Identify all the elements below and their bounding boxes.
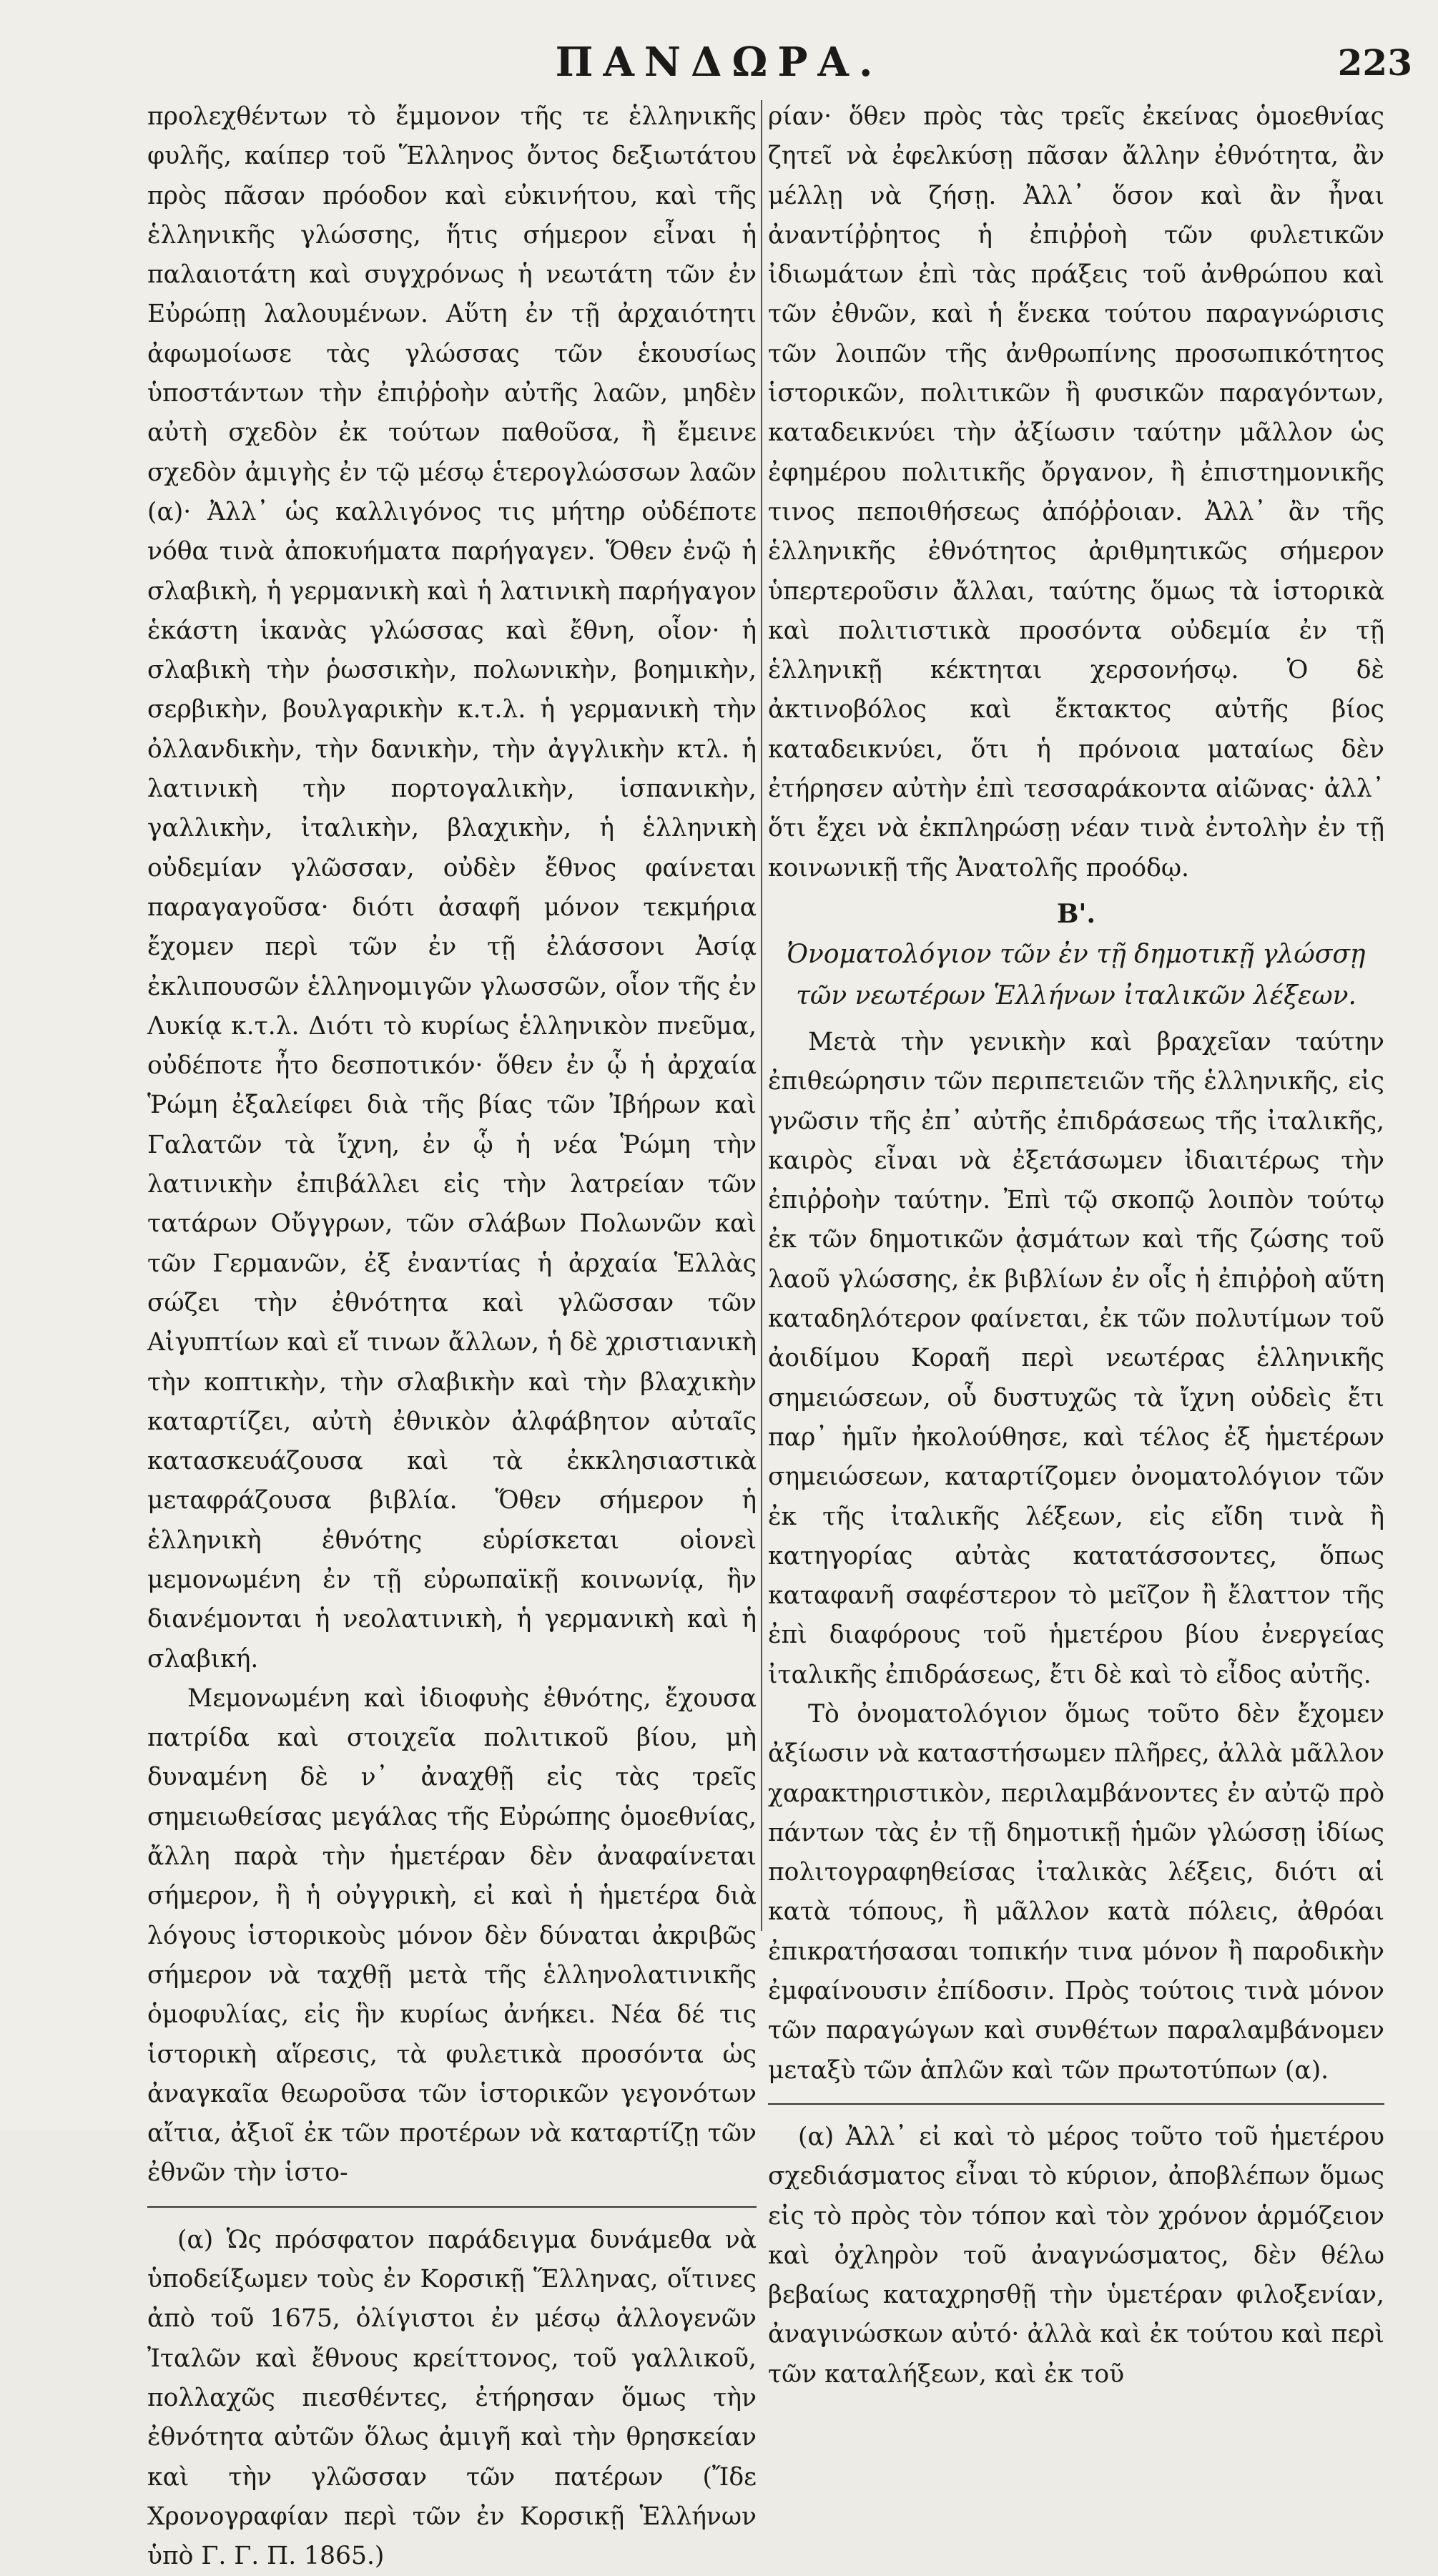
right-paragraph-1: ρίαν· ὅθεν πρὸς τὰς τρεῖς ἐκείνας ὁμοεθνίας ζητεῖ νὰ ἐφελκύσῃ πᾶσαν ἄλλην ἐθνότητα, ἂν μέλλῃ νὰ ζήσῃ. Ἀλλ᾽ ὅσον καὶ ἂν ἦναι ἀναντίῤῥητος ἡ ἐπιῤῥοὴ τῶν φυλετικῶν ἰδιωμάτων ἐπὶ τὰς πράξεις τοῦ ἀνθρώπου καὶ τῶν ἐθνῶν, καὶ ἡ ἕνεκα τούτου παραγνώρισις τῶν λοιπῶν τῆς ἀνθρωπίνης προσωπικότητος ἱστορικῶν, πολιτικῶν ἢ φυσικῶν παραγόντων, καταδεικνύει τὴν ἀξίωσιν ταύτην μᾶλλον ὡς ἐφημέρου πολιτικῆς ὄργανον, ἢ ἐπιστημονικῆς τινος πεποιθήσεως ἀπόῤῥοιαν. Ἀλλ᾽ ἂν τῆς ἑλληνικῆς ἐθνότητος ἀριθμητικῶς σήμερον ὑπερτεροῦσιν ἄλλαι, ταύτης ὅμως τὰ ἱστορικὰ καὶ πολιτιστικὰ προσόντα οὐδεμία ἐν τῇ ἑλληνικῇ κέκτηται χερσονήσῳ. Ὁ δὲ ἀκτινοβόλος καὶ ἔκτακτος αὐτῆς βίος καταδεικνύει, ὅτι ἡ πρόνοια ματαίως δὲν ἐτήρησεν αὐτὴν ἐπὶ τεσσαράκοντα αἰῶνας· ἀλλ᾽ ὅτι ἔχει νὰ ἐκπληρώσῃ νέαν τινὰ ἐντολὴν ἐν τῇ κοινωνικῇ τῆς Ἀνατολῆς προόδῳ. xyxy=(768,102,1384,883)
footnote-rule xyxy=(147,2206,757,2208)
section-letter: Β'. xyxy=(1057,898,1095,929)
section-title: Ὀνοματολόγιον τῶν ἐν τῇ δημοτικῇ γλώσσῃ τῶν νεωτέρων Ἑλλήνων ἰταλικῶν λέξεων. xyxy=(787,939,1366,1011)
left-footnote: (α) Ὡς πρόσφατον παράδειγμα δυνάμεθα νὰ ὑποδείξωμεν τοὺς ἐν Κορσικῇ Ἕλληνας, οἵτινες ἀπὸ τοῦ 1675, ὀλίγιστοι ἐν μέσῳ ἀλλογενῶν Ἰταλῶν καὶ ἔθνους κρείττονος, τοῦ γαλλικοῦ, πολλαχῶς πιεσθέντες, ἐτήρησαν ὅμως τὴν ἐθνότητα αὐτῶν ὅλως ἀμιγῆ καὶ τὴν θρησκείαν καὶ τὴν γλῶσσαν τῶν πατέρων (Ἴδε Χρονογραφίαν περὶ τῶν ἐν Κορσικῇ Ἑλλήνων ὑπὸ Γ. Γ. Π. 1865.) xyxy=(147,2225,757,2571)
left-column xyxy=(147,97,757,2576)
right-paragraph-2: Μετὰ τὴν γενικὴν καὶ βραχεῖαν ταύτην ἐπιθεώρησιν τῶν περιπετειῶν τῆς ἑλληνικῆς, εἰς γνῶσιν τῆς ἐπ᾽ αὐτῆς ἐπιδράσεως τῆς ἰταλικῆς, καιρὸς εἶναι νὰ ἐξετάσωμεν ἰδιαιτέρως τὴν ἐπιῤῥοὴν ταύτην. Ἐπὶ τῷ σκοπῷ λοιπὸν τούτῳ ἐκ τῶν δημοτικῶν ᾀσμάτων καὶ τῆς ζώσης τοῦ λαοῦ γλώσσης, ἐκ βιβλίων ἐν οἷς ἡ ἐπιῤῥοὴ αὕτη καταδηλότερον φαίνεται, ἐκ τῶν πολυτίμων τοῦ ἀοιδίμου Κοραῆ περὶ νεωτέρας ἑλληνικῆς σημειώσεων, οὗ δυστυχῶς τὰ ἴχνη οὐδεὶς ἔτι παρ᾽ ἡμῖν ἠκολούθησε, καὶ τέλος ἐξ ἡμετέρων σημειώσεων, καταρτίζομεν ὀνοματολόγιον τῶν ἐκ τῆς ἰταλικῆς λέξεων, εἰς εἴδη τινὰ ἢ κατηγορίας αὐτὰς κατατάσσοντες, ὅπως καταφανῆ σαφέστερον τὸ μεῖζον ἢ ἔλαττον τῆς ἐπὶ διαφόρους τοῦ ἡμετέρου βίου ἐνεργείας ἰταλικῆς ἐπιδράσεως, ἔτι δὲ καὶ τὸ εἶδος αὐτῆς. xyxy=(768,1027,1384,1689)
column-divider xyxy=(761,100,762,1931)
page-number: 223 xyxy=(1337,41,1412,84)
journal-title: ΠΑΝΔΩΡΑ. xyxy=(555,39,883,86)
left-paragraph-1: προλεχθέντων τὸ ἔμμονον τῆς τε ἑλληνικῆς φυλῆς, καίπερ τοῦ Ἕλληνος ὄντος δεξιωτάτου πρὸς πᾶσαν πρόοδον καὶ εὐκινήτου, καὶ τῆς ἑλληνικῆς γλώσσης, ἥτις σήμερον εἶναι ἡ παλαιοτάτη καὶ συγχρόνως ἡ νεωτάτη τῶν ἐν Εὐρώπῃ λαλουμένων. Αὕτη ἐν τῇ ἀρχαιότητι ἀφωμοίωσε τὰς γλώσσας τῶν ἑκουσίως ὑποστάντων τὴν ἐπιῤῥοὴν αὐτῆς λαῶν, μηδὲν αὐτὴ σχεδὸν ἐκ τούτων παθοῦσα, ἢ ἔμεινε σχεδὸν ἀμιγὴς ἐν τῷ μέσῳ ἑτερογλώσσων λαῶν (α)· Ἀλλ᾽ ὡς καλλιγόνος τις μήτηρ οὐδέποτε νόθα τινὰ ἀποκυήματα παρήγαγεν. Ὅθεν ἐνῷ ἡ σλαβικὴ, ἡ γερμανικὴ καὶ ἡ λατινικὴ παρήγαγον ἑκάστη ἱκανὰς γλώσσας καὶ ἔθνη, οἷον· ἡ σλαβικὴ τὴν ῥωσσικὴν, πολωνικὴν, βοημικὴν, σερβικὴν, βουλγαρικὴν κ.τ.λ. ἡ γερμανικὴ τὴν ὀλλανδικὴν, τὴν δανικὴν, τὴν ἀγγλικὴν κτλ. ἡ λατινικὴ τὴν πορτογαλικὴν, ἱσπανικὴν, γαλλικὴν, ἰταλικὴν, βλαχικὴν, ἡ ἑλληνικὴ οὐδεμίαν γλῶσσαν, οὐδὲν ἔθνος φαίνεται παραγαγοῦσα· διότι ἀσαφῆ μόνον τεκμήρια ἔχομεν περὶ τῶν ἐν τῇ ἐλάσσονι Ἀσίᾳ ἐκλιπουσῶν ἑλληνομιγῶν γλωσσῶν, οἷον τῆς ἐν Λυκίᾳ κ.τ.λ. Διότι τὸ κυρίως ἑλληνικὸν πνεῦμα, οὐδέποτε ἦτο δεσποτικόν· ὅθεν ἐν ᾧ ἡ ἀρχαία Ῥώμη ἐξαλείφει διὰ τῆς βίας τῶν Ἰβήρων καὶ Γαλατῶν τὰ ἴχνη, ἐν ᾧ ἡ νέα Ῥώμη τὴν λατινικὴν ἐπιβάλλει εἰς τὴν λατρείαν τῶν τατάρων Οὔγγρων, τῶν σλάβων Πολωνῶν καὶ τῶν Γερμανῶν, ἐξ ἐναντίας ἡ ἀρχαία Ἑλλὰς σώζει τὴν ἐθνότητα καὶ γλῶσσαν τῶν Αἰγυπτίων καὶ εἴ τινων ἄλλων, ἡ δὲ χριστιανικὴ τὴν κοπτικὴν, τὴν σλαβικὴν καὶ τὴν βλαχικὴν καταρτίζει, αὐτὴ ἐθνικὸν ἀλφάβητον αὐταῖς κατασκευάζουσα καὶ τὰ ἐκκλησιαστικὰ μεταφράζουσα βιβλία. Ὅθεν σήμερον ἡ ἑλληνικὴ ἐθνότης εὑρίσκεται οἱονεὶ μεμονωμένη ἐν τῇ εὐρωπαϊκῇ κοινωνίᾳ, ἣν διανέμονται ἡ νεολατινικὴ, ἡ γερμανικὴ καὶ ἡ σλαβική. xyxy=(147,102,757,1673)
right-column xyxy=(768,97,1384,2394)
right-footnote: (α) Ἀλλ᾽ εἰ καὶ τὸ μέρος τοῦτο τοῦ ἡμετέρου σχεδιάσματος εἶναι τὸ κύριον, ἀποβλέπων ὅμως εἰς τὸ πρὸς τὸν τόπον καὶ τὸν χρόνον ἁρμόζειον καὶ ὀχληρὸν τοῦ ἀναγνώσματος, δὲν θέλω βεβαίως καταχρησθῇ τὴν ὑμετέραν φιλοξενίαν, ἀναγινώσκων αὐτό· ἀλλὰ καὶ ἐκ τούτου καὶ περὶ τῶν καταλήξεων, καὶ ἐκ τοῦ xyxy=(768,2122,1384,2389)
footnote-rule xyxy=(768,2103,1384,2105)
right-paragraph-3: Τὸ ὀνοματολόγιον ὅμως τοῦτο δὲν ἔχομεν ἀξίωσιν νὰ καταστήσωμεν πλῆρες, ἀλλὰ μᾶλλον χαρακτηριστικὸν, περιλαμβάνοντες ἐν αὐτῷ πρὸ πάντων τὰς ἐν τῇ δημοτικῇ ἡμῶν γλώσσῃ ἰδίως πολιτογραφηθείσας ἰταλικὰς λέξεις, διότι αἱ κατὰ τόπους, ἢ μᾶλλον κατὰ πόλεις, ἀθρόαι ἐπικρατήσασαι τοπικήν τινα μόνον ἢ παροδικὴν ἐμφαίνουσιν ἐπίδοσιν. Πρὸς τούτοις τινὰ μόνον τῶν παραγώγων καὶ συνθέτων παραλαμβάνομεν μεταξὺ τῶν ἁπλῶν καὶ τῶν πρωτοτύπων (α). xyxy=(768,1699,1384,2085)
left-paragraph-2: Μεμονωμένη καὶ ἰδιοφυὴς ἐθνότης, ἔχουσα πατρίδα καὶ στοιχεῖα πολιτικοῦ βίου, μὴ δυναμένη δὲ ν᾽ ἀναχθῇ εἰς τὰς τρεῖς σημειωθείσας μεγάλας τῆς Εὐρώπης ὁμοεθνίας, ἄλλη παρὰ τὴν ἡμετέραν δὲν ἀναφαίνεται σήμερον, ἢ ἡ οὐγγρικὴ, εἰ καὶ ἡ ἡμετέρα διὰ λόγους ἱστορικοὺς μόνον δὲν δύναται ἀκριβῶς σήμερον νὰ ταχθῇ μετὰ τῆς ἑλληνολατινικῆς ὁμοφυλίας, εἰς ἣν κυρίως ἀνήκει. Νέα δέ τις ἱστορικὴ αἵρεσις, τὰ φυλετικὰ προσόντα ὡς ἀναγκαῖα θεωροῦσα τῶν ἱστορικῶν γεγονότων αἴτια, ἀξιοῖ ἐκ τῶν προτέρων νὰ καταρτίζῃ τῶν ἐθνῶν τὴν ἱστο- xyxy=(147,1683,757,2188)
